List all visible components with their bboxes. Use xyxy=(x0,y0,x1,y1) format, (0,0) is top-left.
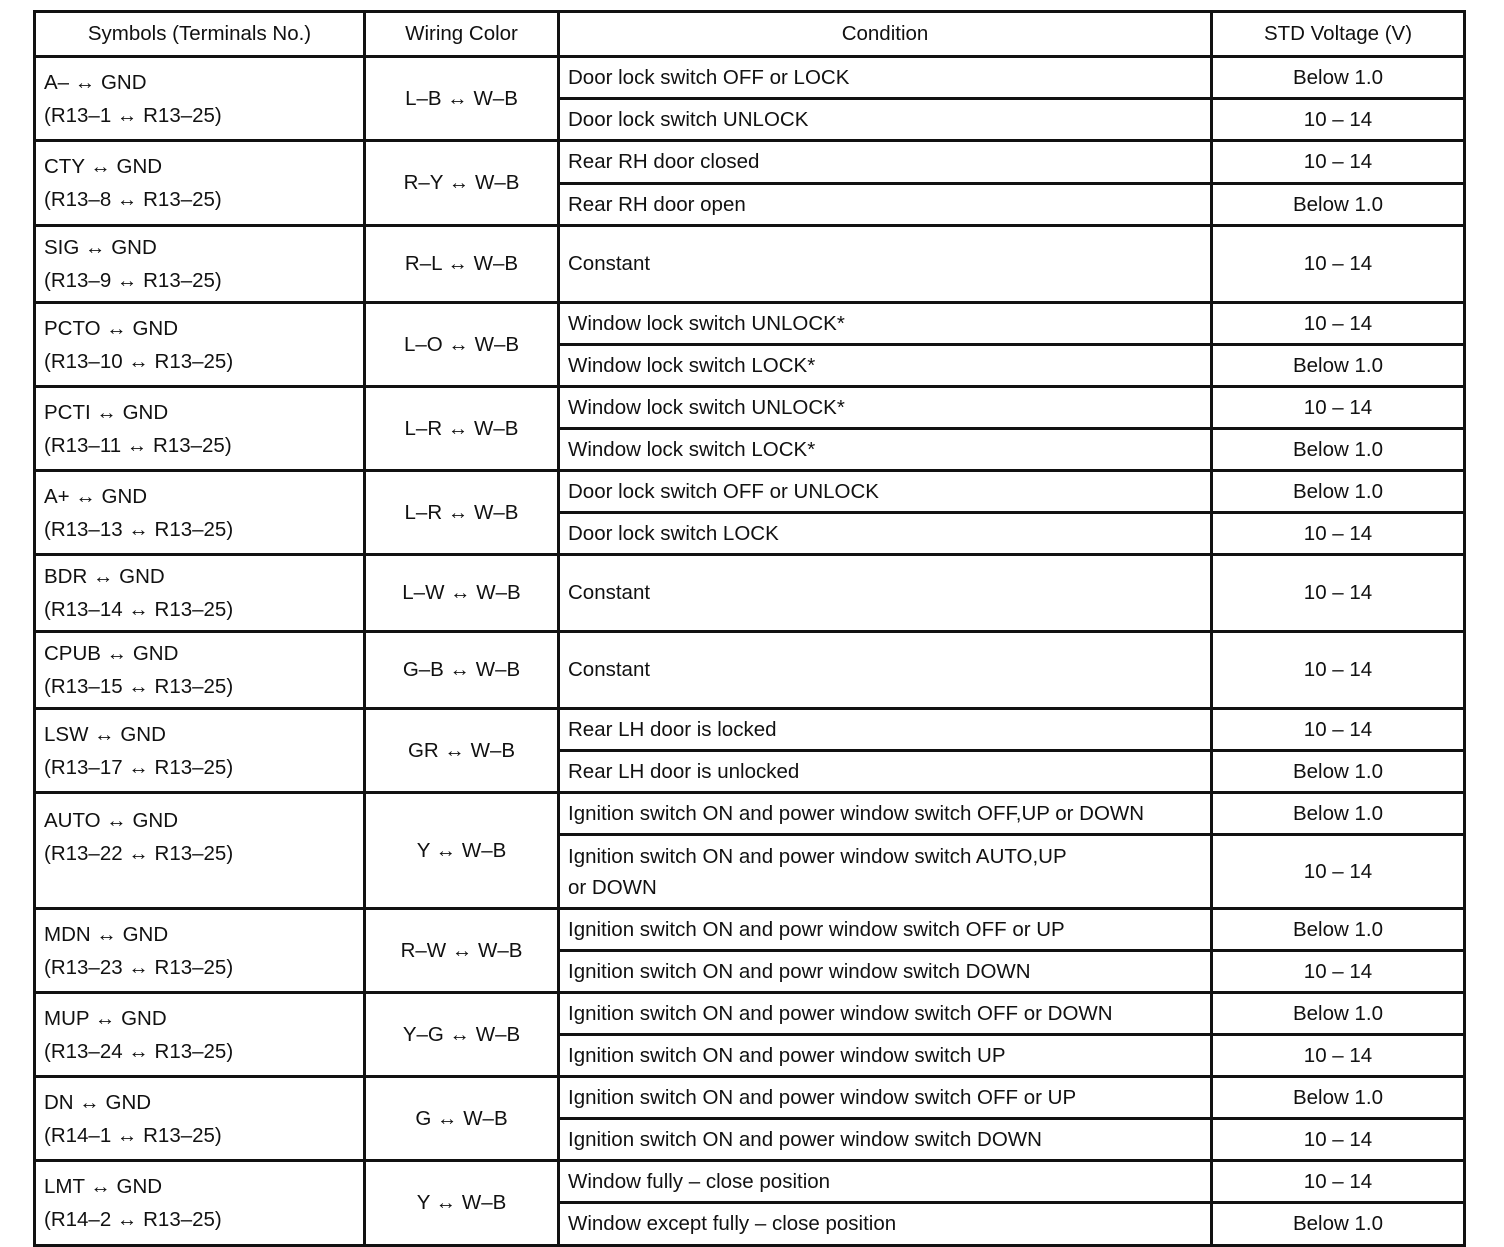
voltage-cell: 10 – 14 xyxy=(1212,1035,1465,1077)
symbol-cell xyxy=(35,141,365,226)
wiring-color-cell: Y ↔ W–B xyxy=(365,793,559,909)
wiring-color-cell: Y–G ↔ W–B xyxy=(365,993,559,1077)
table-body xyxy=(35,57,1465,1246)
terminal-numbers: (R13–1 ↔ R13–25) xyxy=(44,103,222,127)
condition-cell: Ignition switch ON and powr window switch OFF or UP xyxy=(559,909,1212,951)
symbol-cell xyxy=(35,303,365,387)
terminal-numbers: (R13–15 ↔ R13–25) xyxy=(44,675,234,698)
wiring-color-cell: Y ↔ W–B xyxy=(365,1161,559,1246)
voltage-cell: 10 – 14 xyxy=(1212,303,1465,345)
voltage-cell: 10 – 14 xyxy=(1212,513,1465,555)
terminal-numbers: (R13–9 ↔ R13–25) xyxy=(44,269,222,292)
symbol-cell xyxy=(35,709,365,793)
condition-cell: Ignition switch ON and power window switch UP xyxy=(559,1035,1212,1077)
header-condition: Condition xyxy=(559,12,1212,57)
symbol-name: A– ↔ GND xyxy=(44,70,147,94)
symbol-name: AUTO ↔ GND xyxy=(44,809,179,832)
condition-cell: Window fully – close position xyxy=(559,1161,1212,1203)
terminal-numbers: (R13–13 ↔ R13–25) xyxy=(44,517,234,541)
wiring-color-cell: L–R ↔ W–B xyxy=(365,387,559,471)
condition-cell: Ignition switch ON and power window switch OFF or UP xyxy=(559,1077,1212,1119)
voltage-cell: 10 – 14 xyxy=(1212,835,1465,909)
header-row xyxy=(35,12,1465,57)
symbol-cell xyxy=(35,471,365,555)
header-std-voltage: STD Voltage (V) xyxy=(1212,12,1465,57)
condition-cell: Ignition switch ON and power window switch OFF or DOWN xyxy=(559,993,1212,1035)
voltage-cell: Below 1.0 xyxy=(1212,1077,1465,1119)
wiring-color-cell: R–L ↔ W–B xyxy=(365,226,559,303)
voltage-cell: 10 – 14 xyxy=(1212,226,1465,303)
condition-cell: Constant xyxy=(559,632,1212,709)
symbol-cell xyxy=(35,555,365,632)
symbol-name: A+ ↔ GND xyxy=(44,484,148,508)
wiring-color-cell: R–W ↔ W–B xyxy=(365,909,559,993)
voltage-cell: Below 1.0 xyxy=(1212,993,1465,1035)
symbol-cell xyxy=(35,57,365,141)
table-row xyxy=(35,793,1465,835)
symbol-name: MUP ↔ GND xyxy=(44,1006,167,1030)
table-row xyxy=(35,555,1465,632)
table-row xyxy=(35,909,1465,951)
table-row xyxy=(35,57,1465,99)
voltage-cell: Below 1.0 xyxy=(1212,751,1465,793)
condition-cell: Window except fully – close position xyxy=(559,1203,1212,1246)
table-row xyxy=(35,141,1465,184)
voltage-cell: Below 1.0 xyxy=(1212,57,1465,99)
condition-cell: Rear RH door closed xyxy=(559,141,1212,184)
symbol-cell xyxy=(35,226,365,303)
terminal-numbers: (R13–10 ↔ R13–25) xyxy=(44,349,234,373)
condition-cell: Ignition switch ON and powr window switch DOWN xyxy=(559,951,1212,993)
condition-cell: Rear LH door is unlocked xyxy=(559,751,1212,793)
voltage-cell: Below 1.0 xyxy=(1212,1203,1465,1246)
terminal-numbers: (R13–22 ↔ R13–25) xyxy=(44,842,234,865)
table-row xyxy=(35,303,1465,345)
table-row xyxy=(35,993,1465,1035)
table-row xyxy=(35,1161,1465,1203)
voltage-cell: Below 1.0 xyxy=(1212,471,1465,513)
wiring-color-cell: G ↔ W–B xyxy=(365,1077,559,1161)
table-row xyxy=(35,709,1465,751)
symbol-name: LSW ↔ GND xyxy=(44,722,166,746)
symbol-name: PCTO ↔ GND xyxy=(44,316,179,340)
symbol-cell xyxy=(35,993,365,1077)
condition-cell: Ignition switch ON and power window switch OFF,UP or DOWN xyxy=(559,793,1212,835)
terminal-numbers: (R13–17 ↔ R13–25) xyxy=(44,755,234,779)
voltage-cell: 10 – 14 xyxy=(1212,709,1465,751)
condition-cell: Door lock switch LOCK xyxy=(559,513,1212,555)
symbol-cell xyxy=(35,632,365,709)
symbol-cell xyxy=(35,1161,365,1246)
table-row xyxy=(35,226,1465,303)
wiring-color-cell: L–B ↔ W–B xyxy=(365,57,559,141)
voltage-cell: Below 1.0 xyxy=(1212,909,1465,951)
voltage-cell: Below 1.0 xyxy=(1212,184,1465,226)
voltage-cell: 10 – 14 xyxy=(1212,555,1465,632)
condition-cell: Window lock switch UNLOCK* xyxy=(559,387,1212,429)
table-row xyxy=(35,1077,1465,1119)
wiring-color-cell: R–Y ↔ W–B xyxy=(365,141,559,226)
condition-cell: Door lock switch OFF or LOCK xyxy=(559,57,1212,99)
wiring-color-cell: L–W ↔ W–B xyxy=(365,555,559,632)
header-wiring-color: Wiring Color xyxy=(365,12,559,57)
terminal-numbers: (R13–24 ↔ R13–25) xyxy=(44,1039,234,1063)
terminal-numbers: (R13–11 ↔ R13–25) xyxy=(44,433,232,457)
voltage-cell: Below 1.0 xyxy=(1212,345,1465,387)
condition-cell: Rear RH door open xyxy=(559,184,1212,226)
table-row xyxy=(35,471,1465,513)
condition-cell: Window lock switch LOCK* xyxy=(559,429,1212,471)
condition-cell: Constant xyxy=(559,226,1212,303)
symbol-name: SIG ↔ GND xyxy=(44,236,157,259)
condition-cell: Door lock switch OFF or UNLOCK xyxy=(559,471,1212,513)
condition-cell: Rear LH door is locked xyxy=(559,709,1212,751)
table-row xyxy=(35,632,1465,709)
symbol-name: LMT ↔ GND xyxy=(44,1175,163,1198)
symbol-name: CTY ↔ GND xyxy=(44,155,163,178)
header-symbols: Symbols (Terminals No.) xyxy=(35,12,365,57)
voltage-spec-table-container xyxy=(33,10,1463,1247)
condition-cell: Door lock switch UNLOCK xyxy=(559,99,1212,141)
terminal-numbers: (R13–14 ↔ R13–25) xyxy=(44,598,234,621)
symbol-cell xyxy=(35,793,365,909)
symbol-cell xyxy=(35,387,365,471)
symbol-cell xyxy=(35,1077,365,1161)
symbol-name: CPUB ↔ GND xyxy=(44,642,179,665)
voltage-cell: Below 1.0 xyxy=(1212,429,1465,471)
symbol-name: BDR ↔ GND xyxy=(44,565,165,588)
condition-line: or DOWN xyxy=(568,875,657,899)
voltage-cell: 10 – 14 xyxy=(1212,632,1465,709)
condition-cell: Window lock switch UNLOCK* xyxy=(559,303,1212,345)
voltage-cell: Below 1.0 xyxy=(1212,793,1465,835)
terminal-numbers: (R14–2 ↔ R13–25) xyxy=(44,1208,222,1231)
wiring-color-cell: GR ↔ W–B xyxy=(365,709,559,793)
voltage-spec-table xyxy=(33,10,1466,1247)
condition-cell xyxy=(559,835,1212,909)
terminal-numbers: (R14–1 ↔ R13–25) xyxy=(44,1123,222,1147)
voltage-cell: 10 – 14 xyxy=(1212,951,1465,993)
symbol-name: DN ↔ GND xyxy=(44,1090,152,1114)
voltage-cell: 10 – 14 xyxy=(1212,387,1465,429)
voltage-cell: 10 – 14 xyxy=(1212,141,1465,184)
wiring-color-cell: G–B ↔ W–B xyxy=(365,632,559,709)
terminal-numbers: (R13–8 ↔ R13–25) xyxy=(44,188,222,211)
wiring-color-cell: L–O ↔ W–B xyxy=(365,303,559,387)
condition-cell: Constant xyxy=(559,555,1212,632)
symbol-cell xyxy=(35,909,365,993)
table-row xyxy=(35,387,1465,429)
wiring-color-cell: L–R ↔ W–B xyxy=(365,471,559,555)
symbol-name: MDN ↔ GND xyxy=(44,922,169,946)
voltage-cell: 10 – 14 xyxy=(1212,1119,1465,1161)
symbol-name: PCTI ↔ GND xyxy=(44,400,169,424)
condition-cell: Window lock switch LOCK* xyxy=(559,345,1212,387)
voltage-cell: 10 – 14 xyxy=(1212,99,1465,141)
condition-line: Ignition switch ON and power window switch AUTO,UP xyxy=(568,844,1067,868)
terminal-numbers: (R13–23 ↔ R13–25) xyxy=(44,955,234,979)
condition-cell: Ignition switch ON and power window switch DOWN xyxy=(559,1119,1212,1161)
voltage-cell: 10 – 14 xyxy=(1212,1161,1465,1203)
